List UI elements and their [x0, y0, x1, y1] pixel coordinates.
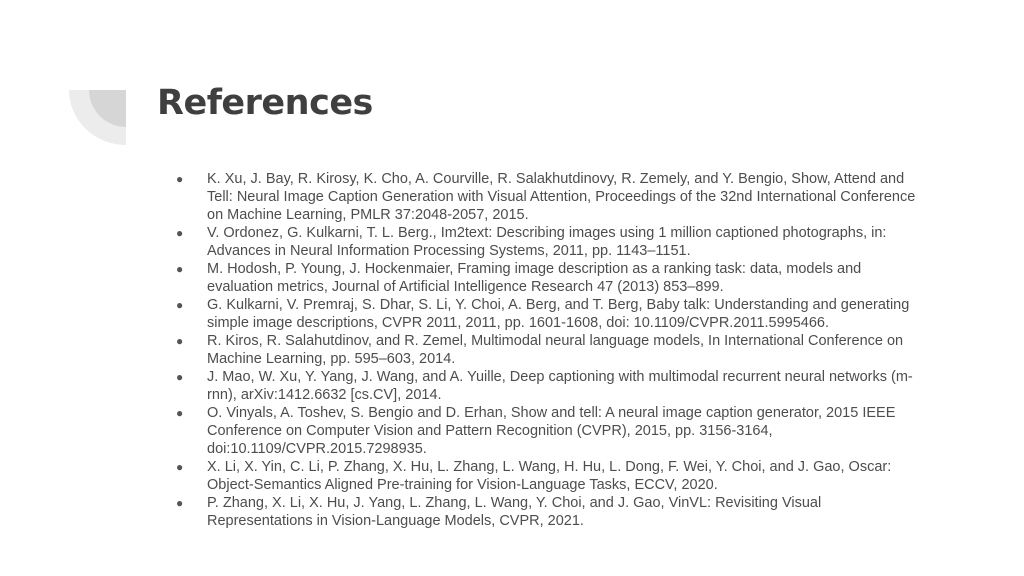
reference-text: V. Ordonez, G. Kulkarni, T. L. Berg., Im2text: Describing images using 1 million captioned photographs, in: Advances in Neural Information Processing Systems, 2011, pp. 1143–1151.: [207, 225, 887, 259]
reference-item-9: [176, 494, 921, 530]
bullet-icon: ●: [176, 298, 184, 312]
reference-text: P. Zhang, X. Li, X. Hu, J. Yang, L. Zhang, L. Wang, Y. Choi, and J. Gao, VinVL: Revisiting Visual Representations in Vision-Language Models, CVPR, 2021.: [207, 495, 822, 529]
bullet-icon: ●: [176, 172, 184, 186]
bullet-icon: ●: [176, 370, 184, 384]
reference-list: [176, 170, 921, 530]
bullet-icon: ●: [176, 334, 184, 348]
reference-text: J. Mao, W. Xu, Y. Yang, J. Wang, and A. Yuille, Deep captioning with multimodal recurrent neural networks (m-rnn), arXiv:1412.6632 [cs.CV], 2014.: [207, 369, 913, 403]
reference-text: O. Vinyals, A. Toshev, S. Bengio and D. Erhan, Show and tell: A neural image caption generator, 2015 IEEE Conference on Computer Vision and Pattern Recognition (CVPR), 2015, pp. 3156-3164, doi:10.1109/CVPR.2015.7298935.: [207, 405, 896, 457]
reference-item-6: [176, 368, 921, 404]
bullet-icon: ●: [176, 406, 184, 420]
reference-item-4: [176, 296, 921, 332]
bullet-icon: ●: [176, 262, 184, 276]
reference-text: G. Kulkarni, V. Premraj, S. Dhar, S. Li, Y. Choi, A. Berg, and T. Berg, Baby talk: Understanding and generating simple image descriptions, CVPR 2011, 2011, pp. 1601-1608, doi: 10.1109/CVPR.2011.5995466.: [207, 297, 910, 331]
slide-title: References: [157, 83, 373, 123]
reference-item-5: [176, 332, 921, 368]
reference-item-2: [176, 224, 921, 260]
reference-item-7: [176, 404, 921, 458]
reference-text: R. Kiros, R. Salahutdinov, and R. Zemel, Multimodal neural language models, In International Conference on Machine Learning, pp. 595–603, 2014.: [207, 333, 904, 367]
reference-text: K. Xu, J. Bay, R. Kirosy, K. Cho, A. Courville, R. Salakhutdinovy, R. Zemely, and Y. Bengio, Show, Attend and Tell: Neural Image Caption Generation with Visual Attention, Proceedings of the 32nd International Conference on Machine Learning, PMLR 37:2048-2057, 2015.: [207, 171, 916, 223]
reference-text: M. Hodosh, P. Young, J. Hockenmaier, Framing image description as a ranking task: data, models and evaluation metrics, Journal of Artificial Intelligence Research 47 (2013) 853–899.: [207, 261, 862, 295]
corner-decoration: [69, 90, 126, 145]
bullet-icon: ●: [176, 226, 184, 240]
reference-text: X. Li, X. Yin, C. Li, P. Zhang, X. Hu, L. Zhang, L. Wang, H. Hu, L. Dong, F. Wei, Y. Choi, and J. Gao, Oscar: Object-Semantics Aligned Pre-training for Vision-Language Tasks, ECCV, 2020.: [207, 459, 892, 493]
reference-item-8: [176, 458, 921, 494]
bullet-icon: ●: [176, 496, 184, 510]
reference-item-3: [176, 260, 921, 296]
bullet-icon: ●: [176, 460, 184, 474]
reference-item-1: [176, 170, 921, 224]
